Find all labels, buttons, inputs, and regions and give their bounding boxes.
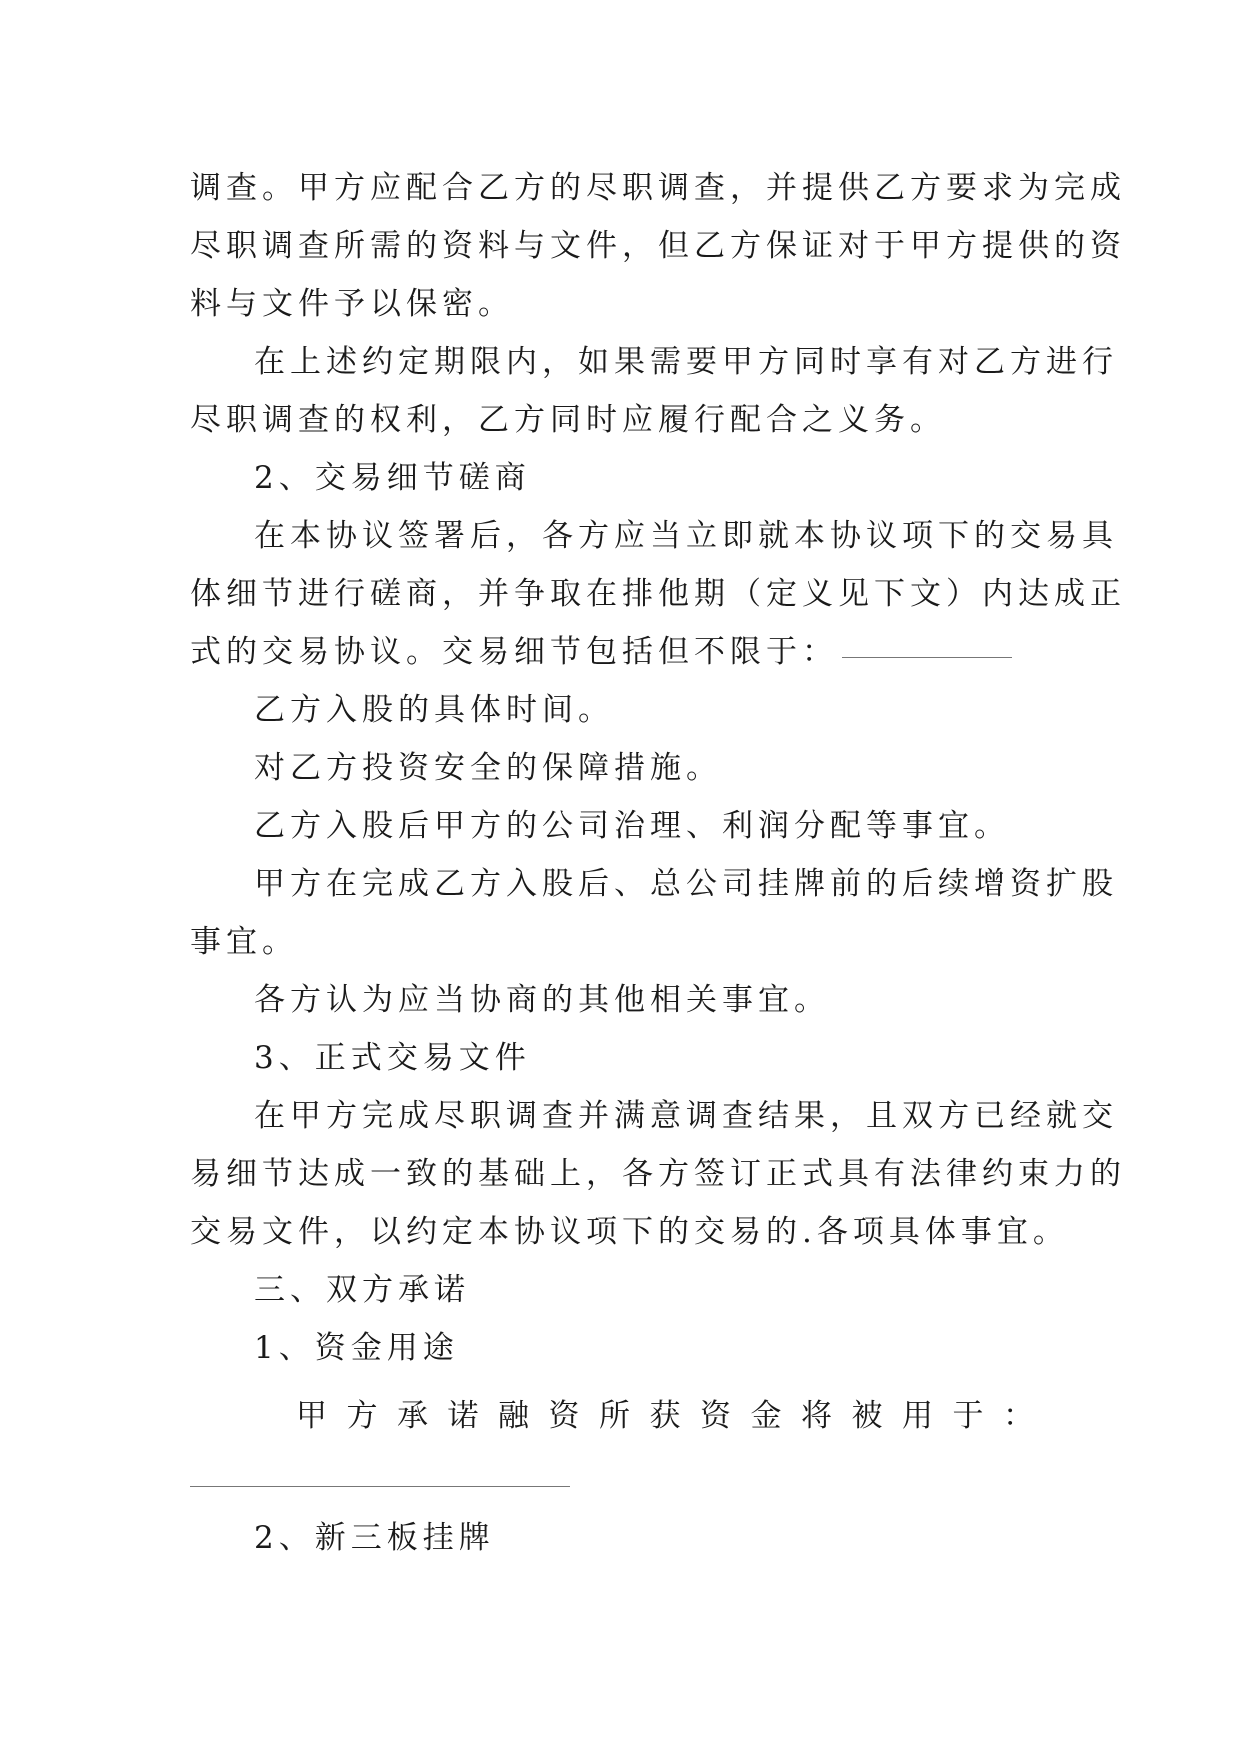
paragraph-line: 交易文件，以约定本协议项下的交易的.各项具体事宜。 xyxy=(190,1214,1069,1250)
spread-char: 融 xyxy=(498,1397,529,1434)
spread-char: 被 xyxy=(851,1397,883,1434)
spread-char: 诺 xyxy=(447,1397,479,1434)
paragraph-line: 在甲方完成尽职调查并满意调查结果，且双方已经就交 xyxy=(254,1098,1118,1134)
section-heading: 三、双方承诺 xyxy=(254,1272,470,1308)
section-heading: 3、正式交易文件 xyxy=(254,1040,531,1076)
spread-char: 用 xyxy=(902,1397,933,1434)
fill-in-blank-long xyxy=(190,1486,570,1487)
paragraph-line: 尽职调查的权利，乙方同时应履行配合之义务。 xyxy=(190,402,946,438)
list-item: 对乙方投资安全的保障措施。 xyxy=(254,750,722,786)
spread-char: 将 xyxy=(801,1397,832,1434)
paragraph-line: 易细节达成一致的基础上，各方签订正式具有法律约束力的 xyxy=(190,1156,1126,1192)
paragraph-line: 尽职调查所需的资料与文件，但乙方保证对于甲方提供的资 xyxy=(190,228,1126,264)
section-heading: 2、新三板挂牌 xyxy=(254,1520,495,1556)
paragraph-line: 在上述约定期限内，如果需要甲方同时享有对乙方进行 xyxy=(254,344,1118,380)
paragraph-line: 体细节进行磋商，并争取在排他期（定义见下文）内达成正 xyxy=(190,576,1126,612)
spread-char: 所 xyxy=(599,1397,630,1434)
list-item: 甲方在完成乙方入股后、总公司挂牌前的后续增资扩股 xyxy=(254,866,1118,902)
paragraph-line: 料与文件予以保密。 xyxy=(190,286,514,322)
paragraph-line: 调查。甲方应配合乙方的尽职调查，并提供乙方要求为完成 xyxy=(190,170,1126,206)
section-heading: 1、资金用途 xyxy=(254,1330,459,1366)
spread-char: ： xyxy=(1003,1397,1034,1434)
spread-char: 资 xyxy=(548,1397,580,1434)
spread-char: 承 xyxy=(397,1397,428,1434)
spread-paragraph-line xyxy=(296,1382,1034,1442)
spread-char: 资 xyxy=(700,1397,731,1434)
spread-char: 于 xyxy=(952,1397,984,1434)
paragraph-text: 式的交易协议。交易细节包括但不限于： xyxy=(190,634,838,670)
spread-char: 甲 xyxy=(296,1397,327,1434)
list-item: 各方认为应当协商的其他相关事宜。 xyxy=(254,982,830,1018)
spread-char: 方 xyxy=(346,1397,378,1434)
list-item: 乙方入股后甲方的公司治理、利润分配等事宜。 xyxy=(254,808,1010,844)
section-heading: 2、交易细节磋商 xyxy=(254,460,531,496)
list-item: 乙方入股的具体时间。 xyxy=(254,692,614,728)
paragraph-line: 在本协议签署后，各方应当立即就本协议项下的交易具 xyxy=(254,518,1118,554)
list-item: 事宜。 xyxy=(190,924,298,960)
fill-in-blank xyxy=(842,656,1012,658)
paragraph-line-with-blank xyxy=(190,622,1052,682)
spread-char: 金 xyxy=(750,1397,782,1434)
spread-char: 获 xyxy=(649,1397,681,1434)
